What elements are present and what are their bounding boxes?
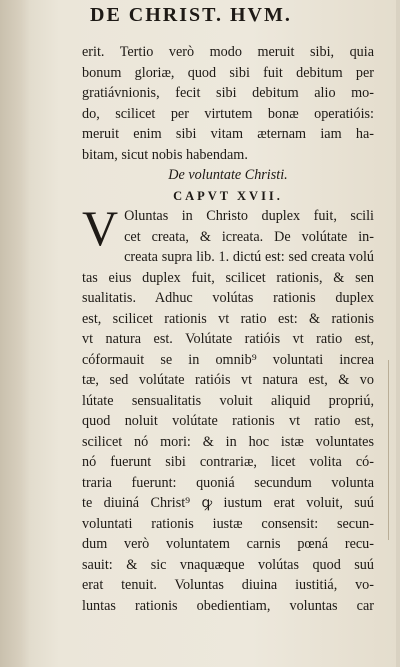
text-line: voluntati rationis iustæ consensit: secun- — [82, 515, 374, 532]
text-line: traria fuerunt: quoniá secundum volunta — [82, 474, 374, 491]
text-line: gratiávnionis, fecit sibi debitum alio mo- — [82, 85, 374, 101]
text-line: cet creata, & icreata. De volútate in- — [124, 228, 374, 245]
chapter-heading: CAPVT XVII. — [173, 188, 283, 203]
text-line: sualitatis. Adhuc volútas rationis duplex — [82, 290, 374, 306]
margin-rule — [388, 360, 389, 540]
text-line: scilicet nó mori: & in hoc istæ voluntates — [82, 433, 374, 450]
text-line: luntas rationis obedientiam, voluntas car — [82, 597, 374, 614]
text-block — [82, 42, 374, 616]
text-line: lútate sensualitatis voluit aliquid propriú, — [82, 392, 374, 409]
text-line: est, scilicet rationis vt ratio est: & rationis — [82, 310, 374, 327]
text-line: erit. Tertio verò modo meruit sibi, quia — [82, 44, 374, 60]
text-line: tas eius duplex fuit, scilicet rationis, & sen — [82, 269, 374, 286]
text-line: nó fuerunt sibi contrariæ, licet volita có- — [82, 454, 374, 470]
text-line: do, scilicet per virtutem bonæ operatióis: — [82, 105, 374, 122]
text-line: te diuiná Christ⁹ ꝙ iustum erat voluit, suú — [82, 495, 374, 511]
drop-cap-paragraph — [82, 200, 374, 256]
text-line: sauit: & sic vnaquæque volútas quod suú — [82, 556, 374, 573]
text-line: meruit enim sibi vitam æternam iam ha- — [82, 126, 374, 142]
drop-cap: V — [82, 200, 119, 256]
text-line: quod noluit volútate rationis vt ratio est, — [82, 413, 374, 429]
text-line: vt natura est. Volútate ratióis vt ratio est, — [82, 331, 374, 347]
text-line: creata supra lib. 1. dictú est: sed creata volú — [124, 249, 374, 265]
text-line: erat tenuit. Voluntas diuina iustitiá, vo- — [82, 577, 374, 593]
running-head: DE CHRIST. HVM. — [90, 4, 292, 26]
section-title: De voluntate Christi. — [168, 167, 288, 183]
text-line: bonum gloriæ, quod sibi fuit debitum per — [82, 64, 374, 81]
book-gutter — [0, 0, 30, 667]
text-line: bitam, sicut nobis habendam. — [82, 146, 248, 163]
text-line: dum verò voluntatem carnis pœná recu- — [82, 536, 374, 552]
text-line: cóformauit se in omnib⁹ voluntati increa — [82, 351, 374, 368]
text-line: tæ, sed volútate ratióis vt natura est, & vo — [82, 372, 374, 388]
text-line: Oluntas in Christo duplex fuit, scili — [124, 208, 374, 224]
